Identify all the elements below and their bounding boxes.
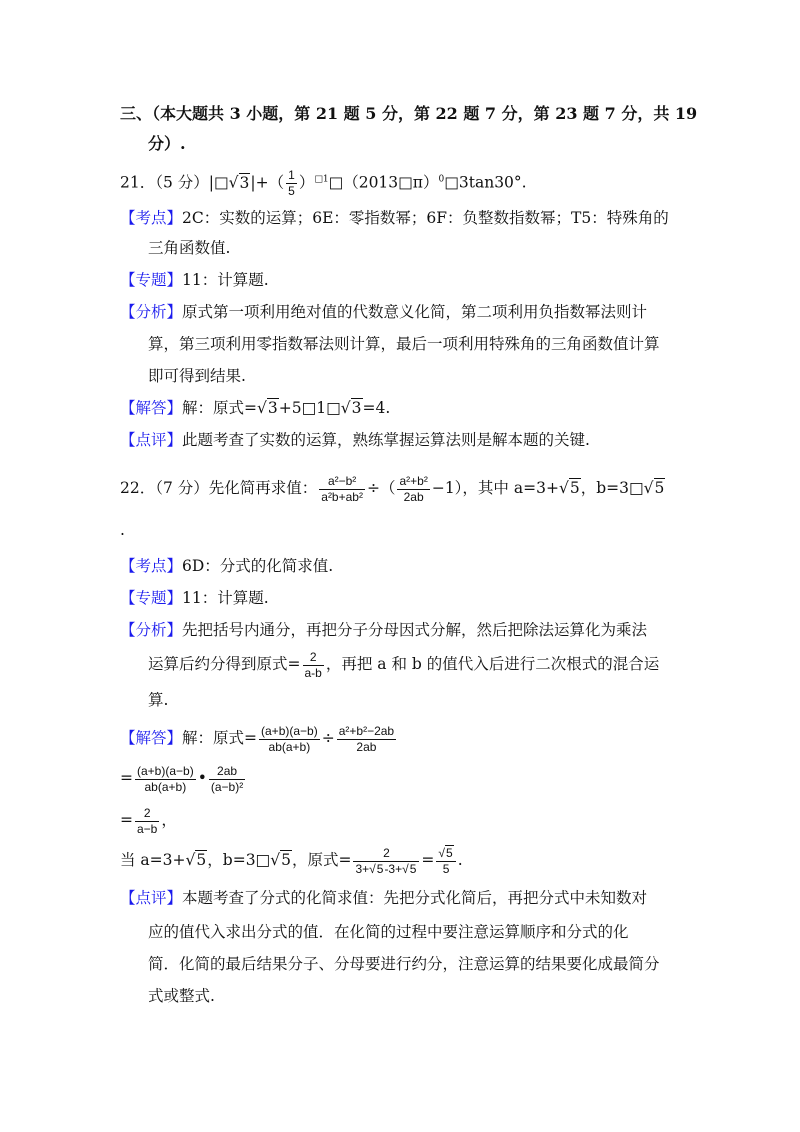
q22-jieda [120,722,398,755]
q22-f1-den: a²b+ab² [321,489,363,504]
q22-w-fden-r2: 5 [409,861,417,876]
q22-w-rden: 5 [436,861,455,877]
q22-div: ÷（ [366,479,396,497]
q22-w-rnum-val: 5 [446,845,453,860]
q21-dianping [120,430,590,450]
q22-w-fden-a: 3+ [355,861,370,876]
q22-s5-num: 2 [143,805,151,820]
q21-fenxi-line2: 算，第三项利用零指数幂法则计算，最后一项利用特殊角的三角函数值计算 [148,335,660,353]
q22-fenxi [120,620,647,640]
q22-substitution: 当 a=3+√5，b=3□√5，原式= $\frac{2}{3+√5-3+√5}$ = $\frac{√5}{5}$ . [120,845,463,876]
q21-jieda-pre: 解：原式= [182,399,258,417]
q22-w-fden-b: -3+ [384,861,403,876]
q22-when-pre: 当 a=3+ [120,851,186,869]
dianping-tag: 【点评】 [120,889,183,907]
q22-fenxi-2a: 运算后约分得到原式= [148,655,301,673]
q22-kaodian-text: 6D：分式的化简求值. [182,557,334,575]
q21-kaodian [120,208,669,228]
q22-s3-num: (a+b)(a−b) [137,763,194,778]
q21-after-frac: ） [298,173,315,192]
q21-question: 21．（5 分）|□√3|+（ $\frac{1}{5}$ ）$^{□1}$□（2013□π）$^0$□3tan30°. [120,168,527,198]
q22-jieda-pre: 解：原式= [182,729,258,747]
q21-mid: □（2013□π） [328,173,439,192]
q21-kaodian-cont: 三角函数值. [148,239,231,257]
q21-exp1: □1 [314,174,329,185]
q22-frac2 [397,474,429,505]
q22-kaodian [120,556,333,576]
q22-step3-frac [135,764,196,795]
q21-frac-den: 5 [288,184,295,198]
q22-s4-num: 2ab [217,763,238,778]
q22-step2-frac [337,724,396,755]
section-header-line1: 三、（本大题共 3 小题，第 21 题 5 分，第 22 题 7 分，第 23 题 7 分，共 19 [120,104,698,123]
q22-when-mid: ，原式= [291,851,352,869]
q22-w-frac [353,846,419,877]
q22-when-b: ，b=3□ [207,851,271,869]
kaodian-tag: 【考点】 [120,209,183,227]
q21-box: □ [213,173,229,192]
q21-jieda: 【解答】解：原式=√3+5□1□√3=4. [120,399,391,417]
q22-fenxi-2b: ，再把 a 和 b 的值代入后进行二次根式的混合运 [325,655,660,673]
dianping-tag: 【点评】 [120,431,183,449]
zhuanti-tag: 【专题】 [120,271,183,289]
q21-sqrt3: 3 [239,173,250,192]
q21-zhuanti-text: 11：计算题. [182,271,269,289]
q21-fenxi [120,302,647,322]
jieda-tag: 【解答】 [120,399,183,417]
zhuanti-tag: 【专题】 [120,589,183,607]
q22-fenxi-line3: 算. [148,691,169,709]
q22-sqrt5b: 5 [654,479,665,497]
q22-w-rnum: √5 [438,845,453,860]
q21-fenxi-line3: 即可得到结果. [148,367,246,385]
q22-fenxi-frac [303,650,324,681]
q22-s4-den: (a−b)² [210,779,244,794]
q22-eq: = [120,811,133,829]
kaodian-tag: 【考点】 [120,557,183,575]
q22-b-eq: ，b=3□ [580,479,644,497]
q22-dot: . [120,521,125,539]
q22-w-fden-r1: 5 [376,861,384,876]
q22-w-eq: = [421,851,435,869]
q22-s3-dot: • [197,769,207,787]
q21-jieda-r1: 3 [267,399,278,417]
q22-dianping-text: 本题考查了分式的化简求值：先把分式化简后，再把分式中未知数对 [182,889,648,907]
q21-prefix: 21．（5 分）| [120,173,214,192]
section-header-line2: 分）. [148,134,186,153]
q22-dianping [120,888,647,908]
fenxi-tag: 【分析】 [120,303,183,321]
q22-comma: ， [161,811,177,829]
q22-step3 [120,804,177,837]
q22-w-fnum: 2 [383,845,390,860]
q22-step1-frac [259,724,320,755]
q21-jieda-r2: 3 [351,399,362,417]
q22-w-sqrt5b: 5 [281,851,291,869]
q22-s3-den: ab(a+b) [135,779,196,795]
q22-eq: = [120,769,133,787]
q21-frac-num: 1 [288,168,295,182]
q22-step4-frac [209,764,245,795]
q21-jieda-mid: +5□1□ [278,399,341,417]
q21-dianping-text: 此题考查了实数的运算，熟练掌握运算法则是解本题的关键. [182,431,590,449]
q22-zhuanti [120,588,269,608]
q22-s5-den: a−b [137,821,158,836]
q22-w-end: . [457,851,463,869]
q22-f2-num: a²+b² [399,473,428,488]
q22-f1-num: a²−b² [327,473,357,488]
q22-zhuanti-text: 11：计算题. [182,589,269,607]
q22-step2 [120,762,247,795]
q22-fenxi-fd: a-b [304,665,322,680]
q21-jieda-end: =4. [362,399,391,417]
q21-kaodian-text: 2C：实数的运算；6E：零指数幂；6F：负整数指数幂；T5：特殊角的 [182,209,669,227]
q21-exp0: 0 [438,174,445,185]
q21-tail: □3tan30°. [444,173,527,192]
q21-fenxi-text: 原式第一项利用绝对值的代数意义化简，第二项利用负指数幂法则计 [182,303,648,321]
q22-dianping-line4: 式或整式. [148,987,215,1005]
q22-s1-den: ab(a+b) [259,739,320,755]
q22-fenxi-fn: 2 [309,649,317,664]
jieda-tag: 【解答】 [120,729,183,747]
q22-s2-num: a²+b²−2ab [338,723,395,738]
q22-s2-den: 2ab [337,739,396,755]
q22-s1-num: (a+b)(a−b) [261,723,318,738]
q22-dianping-line3: 简．化简的最后结果分子、分母要进行约分，注意运算的结果要化成最简分 [148,955,660,973]
q22-fenxi-line2 [148,648,659,681]
q21-fraction [286,168,297,199]
q22-frac1 [319,474,365,505]
q21-after-abs: |+（ [250,173,285,192]
q22-sqrt5a: 5 [569,479,580,497]
q22-question: 22．（7 分）先化简再求值： $\frac{\text{a²−b²}}{\text{a²b+ab²}}$ ÷（ $\frac{\text{a²+b²}}{2ab}$ −1），其中 a=3+√5，b=3□√5 [120,473,665,504]
q22-w-result [436,846,455,877]
q22-prefix: 22．（7 分）先化简再求值： [120,479,318,497]
q22-w-fden: 3+√5-3+√5 [353,861,419,877]
q22-dianping-line2: 应的值代入求出分式的值．在化简的过程中要注意运算顺序和分式的化 [148,923,629,941]
q21-zhuanti [120,270,269,290]
q22-fenxi-text: 先把括号内通分，再把分子分母因式分解，然后把除法运算化为乘法 [182,621,648,639]
q22-w-sqrt5a: 5 [196,851,207,869]
q22-s1-div: ÷ [321,729,335,747]
q22-step5-frac [135,806,159,837]
fenxi-tag: 【分析】 [120,621,183,639]
q22-minus1: −1），其中 a=3+ [431,479,559,497]
q22-f2-den: 2ab [397,489,429,505]
